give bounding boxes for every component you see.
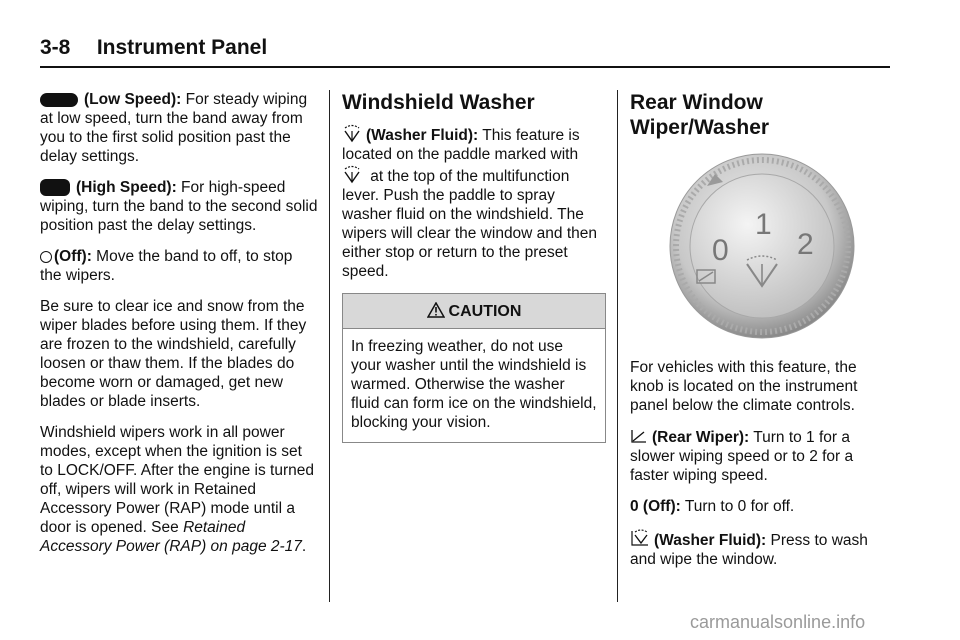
page-title: Instrument Panel [96,36,268,59]
high-speed-label: (High Speed): [76,179,177,196]
off-text: Move the band to off, to stop the wipers. [40,248,293,284]
rear-wiper-heading: Rear Window Wiper/Washer [630,91,770,139]
washer-text-a: This feature is located on the paddle marked with [342,127,580,163]
rear-washer-text: Press to wash and wipe the window. [630,532,868,568]
column-divider [329,90,330,602]
caution-header [343,294,605,329]
windshield-washer-heading: Windshield Washer [342,91,535,114]
rear-wiper-icon [630,427,648,445]
caution-box [342,293,606,443]
rear-wiper-text: Turn to 1 for a slower wiping speed or to 2 for a faster wiping speed. [630,429,854,484]
column-rear-wiper [630,90,894,581]
rap-reference: Retained Accessory Power (RAP) on page 2-17 [40,519,302,555]
washer-text-b: at the top of the multifunction lever. Push the paddle to spray washer fluid on the windshield. The wipers will clear the window and then either stop or return to the preset speed. [342,168,598,280]
low-speed-text: For steady wiping at low speed, turn the band away from you to the first solid position past the delay settings. [40,91,308,165]
watermark: carmanualsonline.info [690,612,866,632]
off-paragraph [40,247,318,285]
low-speed-label: (Low Speed): [84,91,182,108]
high-speed-text: For high-speed wiping, turn the band to the second solid position past the delay settings. [40,179,318,234]
low-speed-icon [40,93,78,107]
rear-wiper-label: (Rear Wiper): [652,429,750,446]
column-windshield-washer [342,90,606,443]
section-number: 3-8 [40,36,71,59]
low-speed-paragraph [40,90,318,166]
washer-fluid-icon [342,123,362,143]
rear-washer-paragraph [630,528,894,569]
washer-fluid-inline-icon [342,164,362,184]
power-modes-paragraph [40,423,318,556]
column-wipers [40,90,318,568]
knob-label-0: 0 [712,234,729,267]
power-modes-text: Windshield wipers work in all power modes, except when the ignition is set to LOCK/OFF. After the engine is turned off, wipers will work in Retained Accessory Power (RAP) mode until a door is opened. See [40,424,314,536]
warning-icon [427,302,445,318]
off-label: (Off): [54,248,92,265]
rear-wiper-paragraph [630,427,894,485]
rear-off-text: Turn to 0 for off. [680,498,795,515]
rear-washer-fluid-icon [630,528,650,548]
caution-title: CAUTION [448,303,522,320]
page-header [40,36,890,68]
washer-label: (Washer Fluid): [366,127,479,144]
high-speed-icon [40,179,70,196]
washer-paragraph [342,123,606,281]
ice-snow-paragraph: Be sure to clear ice and snow from the wiper blades before using them. If they are frozen to the windshield, carefully loosen or thaw them. If the blades do become worn or damaged, get new blades or blade inserts. [40,298,307,410]
column-divider [617,90,618,602]
knob-location-paragraph: For vehicles with this feature, the knob is located on the instrument panel below the climate controls. [630,359,858,414]
high-speed-paragraph [40,178,318,235]
rear-washer-label: (Washer Fluid): [654,532,767,549]
caution-text: In freezing weather, do not use your washer until the windshield is warmed. Otherwise the washer fluid can form ice on the windshield, blocking your vision. [351,338,597,431]
knob-label-2: 2 [797,228,814,261]
rear-wiper-knob-image [667,148,857,344]
off-circle-icon [40,251,52,263]
rear-off-label: 0 (Off): [630,498,681,515]
power-modes-end: . [301,538,307,555]
knob-label-1: 1 [755,208,772,241]
rear-off-paragraph [630,497,894,516]
